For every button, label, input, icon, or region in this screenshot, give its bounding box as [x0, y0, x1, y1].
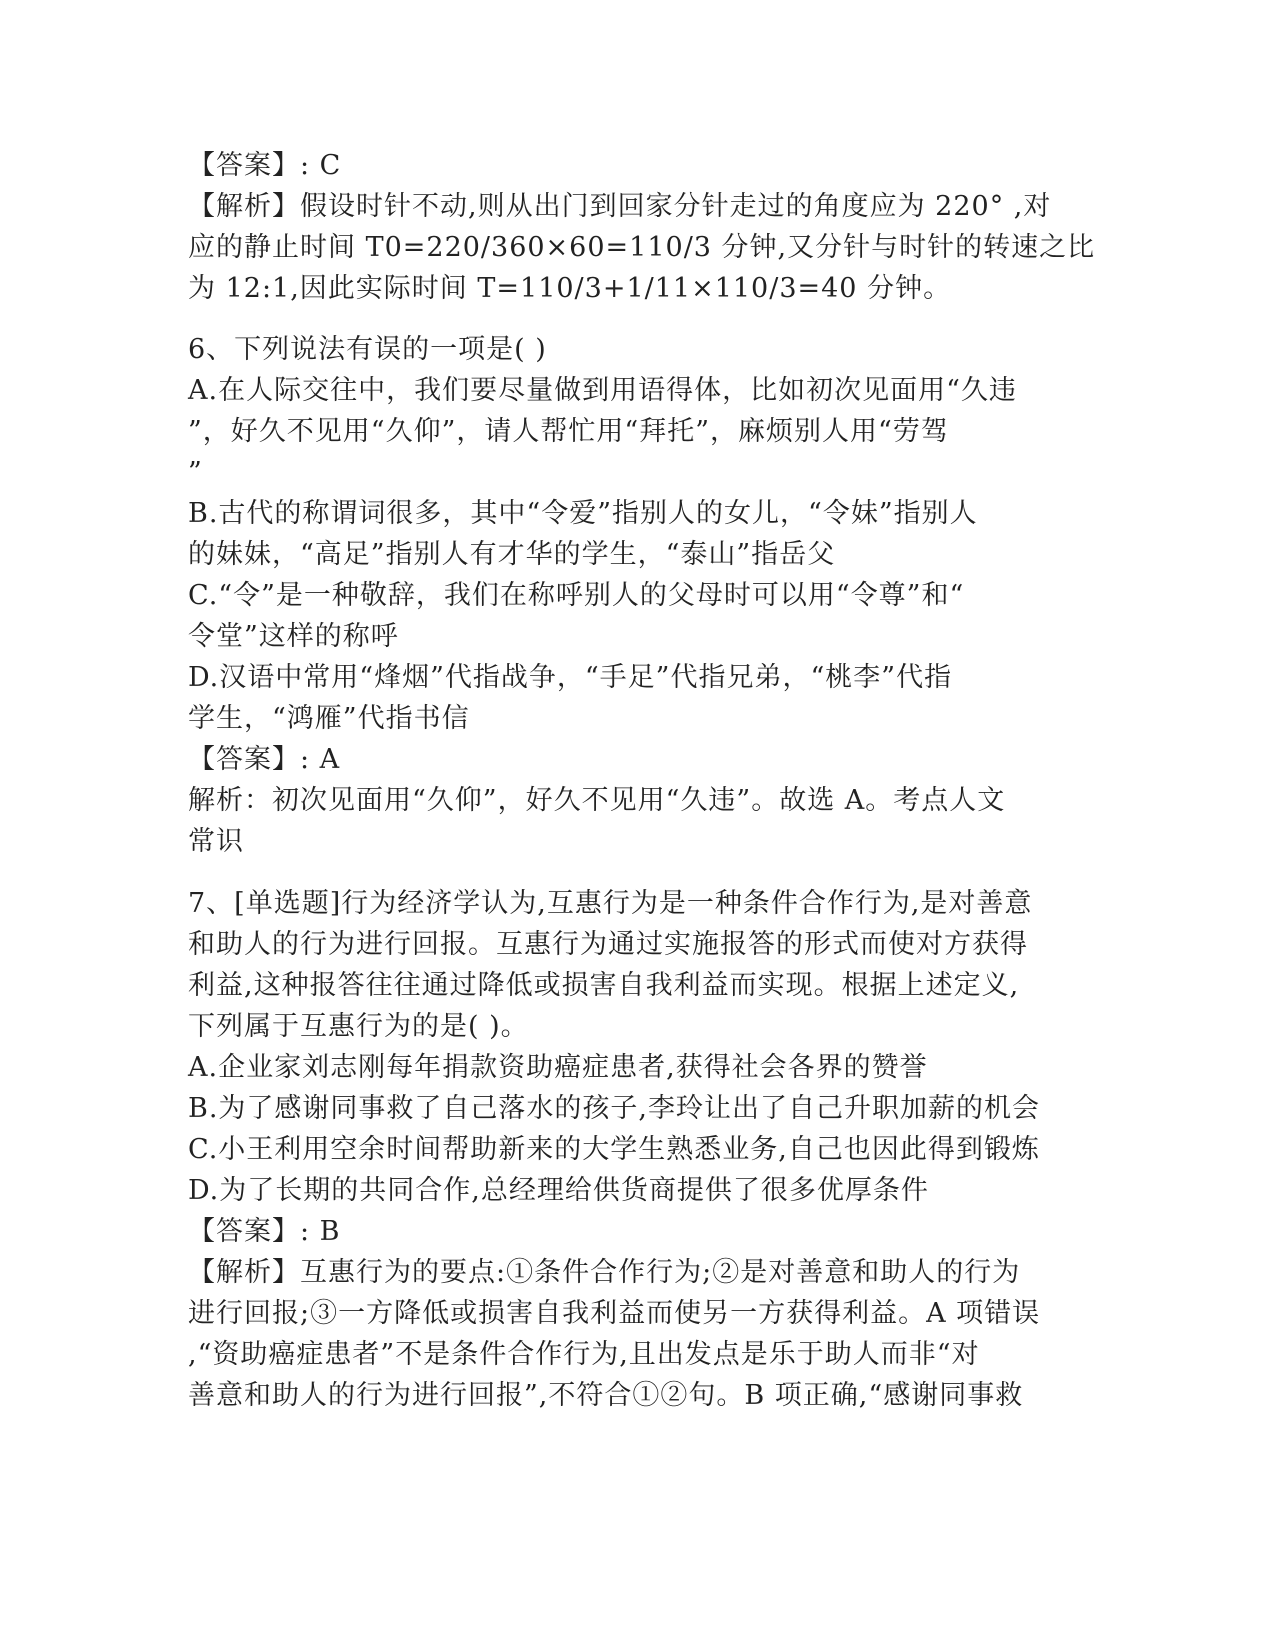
option-line: B.为了感谢同事救了自己落水的孩子,李玲让出了自己升职加薪的机会 — [188, 1093, 1041, 1124]
analysis-line: 善意和助人的行为进行回报”,不符合①②句。B 项正确,“感谢同事救 — [188, 1380, 1024, 1411]
option-line: 学生，“鸿雁”代指书信 — [188, 703, 470, 734]
question-line: 利益,这种报答往往通过降低或损害自我利益而实现。根据上述定义, — [188, 970, 1020, 1001]
option-line: ”，好久不见用“久仰”，请人帮忙用“拜托”，麻烦别人用“劳驾 — [188, 416, 949, 447]
option-line: C.“令”是一种敬辞，我们在称呼别人的父母时可以用“令尊”和“ — [188, 580, 965, 611]
answer-line: 【答案】: B — [188, 1216, 341, 1247]
analysis-line: 常识 — [188, 826, 244, 857]
analysis-line: 【解析】假设时针不动,则从出门到回家分针走过的角度应为 220° ,对 — [188, 191, 1052, 222]
question-line: 下列属于互惠行为的是( )。 — [188, 1011, 529, 1042]
analysis-line: ,“资助癌症患者”不是条件合作行为,且出发点是乐于助人而非“对 — [188, 1339, 980, 1370]
analysis-line: 【解析】互惠行为的要点:①条件合作行为;②是对善意和助人的行为 — [188, 1257, 1021, 1288]
analysis-line: 为 12:1,因此实际时间 T=110/3+1/11×110/3=40 分钟。 — [188, 273, 952, 304]
option-line: A.企业家刘志刚每年捐款资助癌症患者,获得社会各界的赞誉 — [188, 1052, 928, 1083]
option-line: C.小王利用空余时间帮助新来的大学生熟悉业务,自己也因此得到锻炼 — [188, 1134, 1040, 1165]
option-line: 的妹妹，“高足”指别人有才华的学生，“泰山”指岳父 — [188, 539, 836, 570]
analysis-line: 解析：初次见面用“久仰”，好久不见用“久违”。故选 A。考点人文 — [188, 785, 1006, 816]
question-line: 7、[单选题]行为经济学认为,互惠行为是一种条件合作行为,是对善意 — [188, 888, 1033, 919]
option-line: ” — [188, 457, 203, 488]
answer-line: 【答案】: C — [188, 150, 342, 181]
question-line: 和助人的行为进行回报。互惠行为通过实施报答的形式而使对方获得 — [188, 929, 1028, 960]
question-line: 6、下列说法有误的一项是( ) — [188, 334, 547, 365]
option-line: D.为了长期的共同合作,总经理给供货商提供了很多优厚条件 — [188, 1175, 929, 1206]
option-line: A.在人际交往中，我们要尽量做到用语得体，比如初次见面用“久违 — [188, 375, 1017, 406]
analysis-line: 进行回报;③一方降低或损害自我利益而使另一方获得利益。A 项错误 — [188, 1298, 1041, 1329]
option-line: 令堂”这样的称呼 — [188, 621, 399, 652]
option-line: D.汉语中常用“烽烟”代指战争，“手足”代指兄弟，“桃李”代指 — [188, 662, 953, 693]
option-line: B.古代的称谓词很多，其中“令爱”指别人的女儿，“令妹”指别人 — [188, 498, 978, 529]
answer-line: 【答案】: A — [188, 744, 341, 775]
analysis-line: 应的静止时间 T0=220/360×60=110/3 分钟,又分针与时针的转速之比 — [188, 232, 1096, 263]
